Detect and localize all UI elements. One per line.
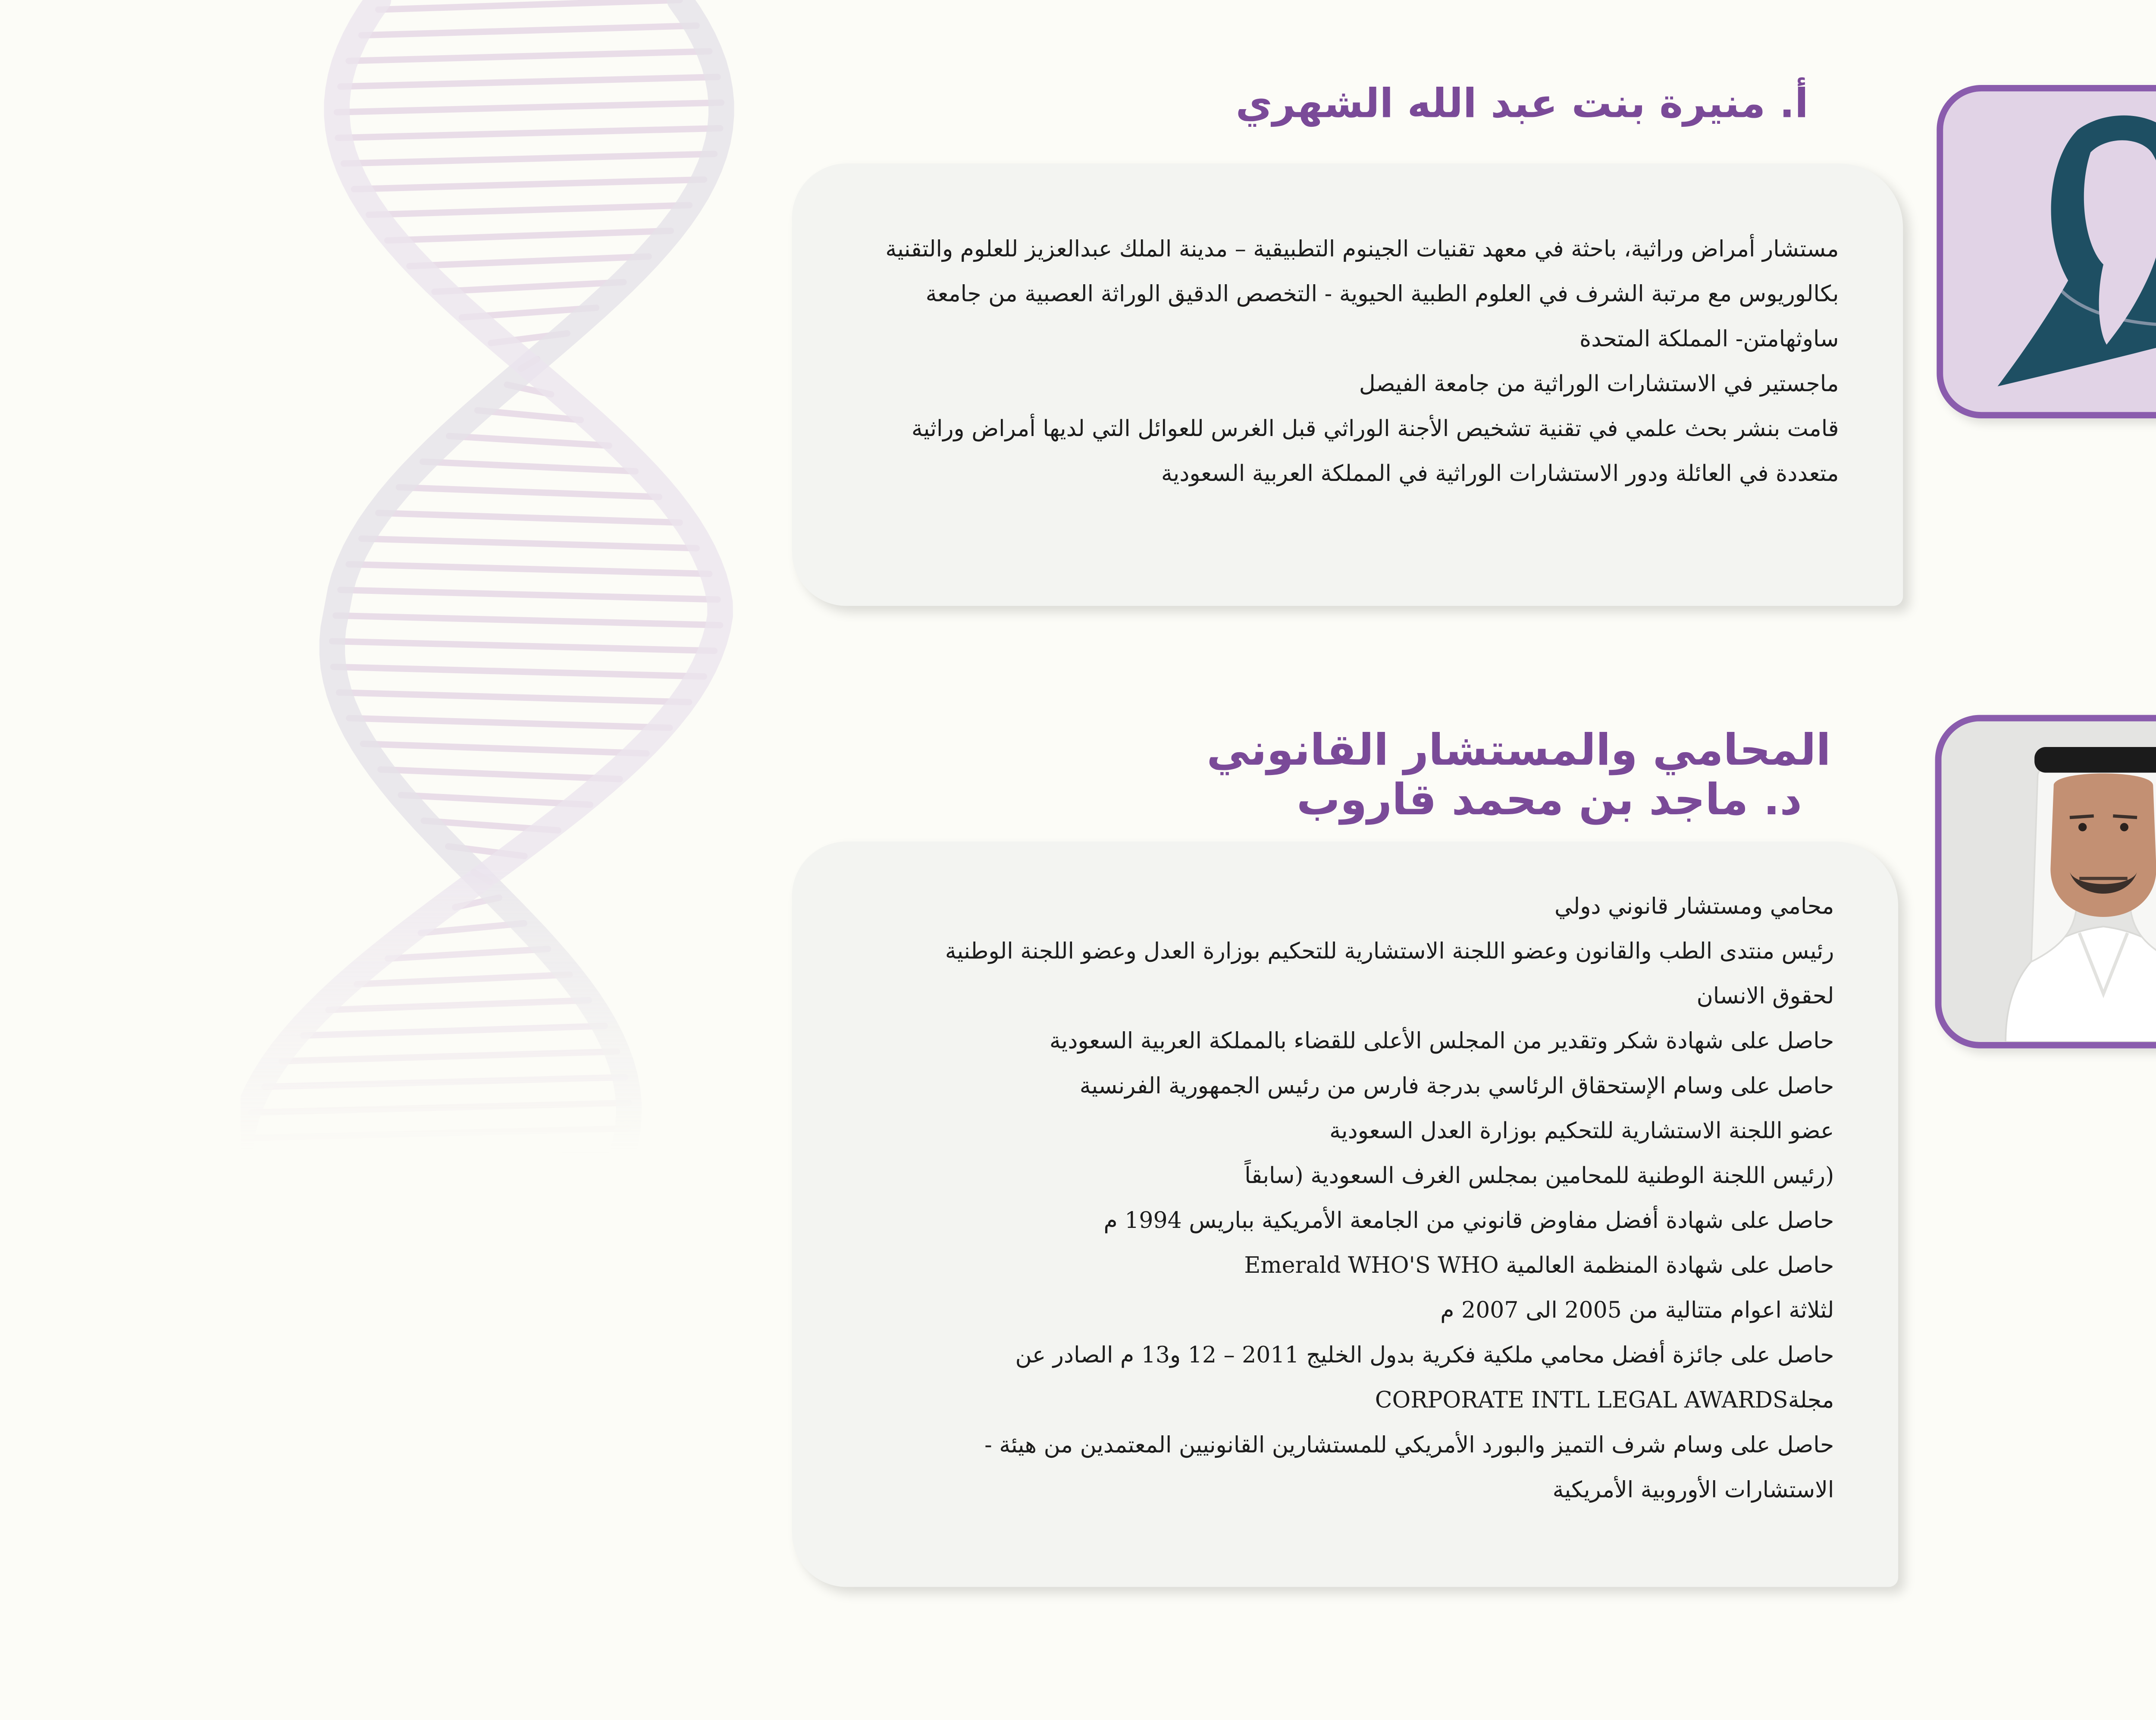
avatar-frame <box>1935 715 2156 1048</box>
bio-line: بكالوريوس مع مرتبة الشرف في العلوم الطبية الحيوية - التخصص الدقيق الوراثة العصبية من جامعة <box>925 282 1839 308</box>
bio-line: لحقوق الانسان <box>1696 984 1834 1010</box>
bio-line: حاصل على جائزة أفضل محامي ملكية فكرية بدول الخليج 2011 – 12 و13 م الصادر عن <box>1015 1343 1834 1369</box>
bio-line: لثلاثة اعوام متتالية من 2005 الى 2007 م <box>1440 1298 1834 1324</box>
bio-list <box>945 885 1834 1513</box>
bio-line: قامت بنشر بحث علمي في تقنية تشخيص الأجنة الوراثي قبل الغرس للعوائل التي لديها أمراض وراثية <box>911 417 1839 443</box>
bio-line: حاصل على شهادة المنظمة العالمية Emerald WHO'S WHO <box>1244 1253 1834 1279</box>
bio-card <box>792 841 1898 1587</box>
bio-line: محامي ومستشار قانوني دولي <box>1554 894 1834 920</box>
bio-line: (رئيس اللجنة الوطنية للمحامين بمجلس الغرف السعودية (سابقاً <box>1244 1164 1834 1190</box>
profile-title: المحامي والمستشار القانوني <box>1206 726 1831 776</box>
profile-name: د. ماجد بن محمد قاروب <box>1297 775 1802 826</box>
avatar-frame <box>1937 85 2156 418</box>
bio-line: ماجستير في الاستشارات الوراثية من جامعة الفيصل <box>1359 372 1839 398</box>
bio-line: مستشار أمراض وراثية، باحثة في معهد تقنيات الجينوم التطبيقية – مدينة الملك عبدالعزيز للعلوم والتقنية <box>885 237 1839 263</box>
dna-helix-decoration <box>241 0 770 1154</box>
bio-line: حاصل على شهادة أفضل مفاوض قانوني من الجامعة الأمريكية بباريس 1994 م <box>1103 1208 1834 1234</box>
bio-line: عضو اللجنة الاستشارية للتحكيم بوزارة العدل السعودية <box>1329 1119 1834 1145</box>
bio-line: رئيس منتدى الطب والقانون وعضو اللجنة الاستشارية للتحكيم بوزارة العدل وعضو اللجنة الوطنية <box>945 939 1834 965</box>
bio-list <box>885 228 1839 497</box>
bio-line: متعددة في العائلة ودور الاستشارات الوراثية في المملكة العربية السعودية <box>1161 461 1839 487</box>
bio-line: حاصل على وسام شرف التميز والبورد الأمريكي للمستشارين القانونيين المعتمدين من هيئة - <box>984 1433 1834 1459</box>
bio-line: حاصل على وسام الإستحقاق الرئاسي بدرجة فارس من رئيس الجمهورية الفرنسية <box>1079 1074 1834 1100</box>
bio-line: مجلةCORPORATE INTL LEGAL AWARDS <box>1375 1388 1834 1414</box>
bio-card <box>792 163 1903 606</box>
bio-line: حاصل على شهادة شكر وتقدير من المجلس الأعلى للقضاء بالمملكة العربية السعودية <box>1049 1029 1834 1055</box>
bio-line: الاستشارات الأوروبية الأمريكية <box>1552 1478 1834 1504</box>
profile-name: أ. منيرة بنت عبد الله الشهري <box>1235 80 1808 127</box>
hijab-woman-avatar-icon <box>1943 91 2156 412</box>
bio-line: ساوثهامتن- المملكة المتحدة <box>1579 327 1839 353</box>
man-portrait-photo <box>1941 722 2156 1042</box>
